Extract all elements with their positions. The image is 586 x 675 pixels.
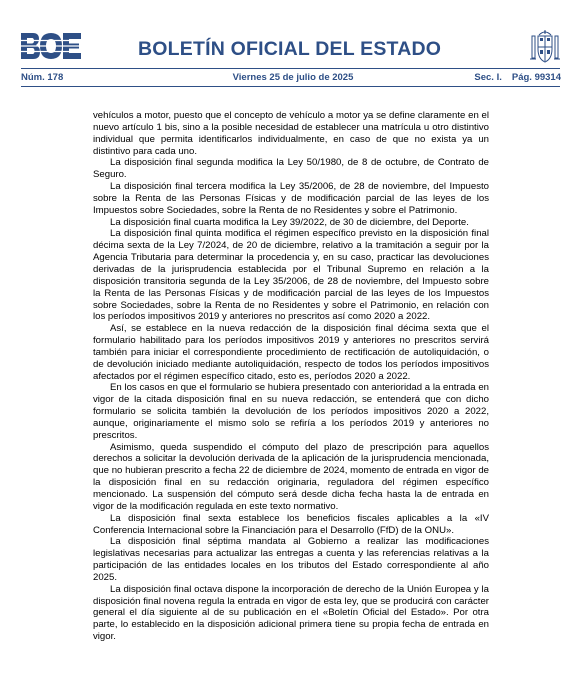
- publication-title: BOLETÍN OFICIAL DEL ESTADO: [138, 38, 442, 60]
- header-bottom-rule: [21, 86, 560, 87]
- paragraph: La disposición final cuarta modifica la Ley 39/2022, de 30 de diciembre, del Deporte.: [110, 216, 469, 228]
- page-number: Pág. 99314: [511, 72, 561, 83]
- paragraph: La disposición final séptima mandata al Gobierno a realizar las modificaciones legislativas necesarias para actualizar las entregas a cuenta y las referencias relativas a la participación de las entidades locales en los tributos del Estado correspondiente al año 2025.: [93, 536, 489, 583]
- paragraph: La disposición final octava dispone la incorporación de derecho de la Unión Europea y la disposición final novena regula la entrada en vigor de esta ley, que se producirá con carácter general el día siguiente al de su publicación en el «Boletín Oficial del Estado». Por otra parte, lo establecido en la disposición adicional primera tiene su propia fecha de entrada en vigor.: [93, 583, 489, 643]
- section-label: Sec. I.: [474, 72, 502, 83]
- paragraph: Así, se establece en la nueva redacción de la disposición final décima sexta que el formulario habilitado para los períodos impositivos 2019 y anteriores no prescritos servirá también para iniciar el correspondiente procedimiento de rectificación de autoliquidación, o de devolución iniciado mediante autoliquidación, respecto de todos los períodos impositivos afectados por el régimen específico citado, esto es, períodos 2020 a 2022.: [93, 323, 489, 382]
- paragraph: La disposición final quinta modifica el régimen específico previsto en la disposición final décima sexta de la Ley 7/2024, de 20 de diciembre, relativo a la tramitación a seguir por la Agencia Tributaria para determinar la procedencia y, en su caso, practicar las devoluciones derivadas de la jurisprudencia establecida por el Tribunal Supremo en relación a la disposición transitoria segunda de la Ley 35/2006, de 28 de noviembre, del Impuesto sobre la Renta de las Personas Físicas y de modificación parcial de las leyes de los Impuestos sobre Sociedades, sobre la Renta de no Residentes y sobre el Patrimonio, en relación con los períodos impositivos 2019 y anteriores no prescritos así como 2020 a 2022.: [93, 228, 489, 323]
- header-top-rule: [21, 68, 560, 69]
- section-and-page: [464, 72, 561, 83]
- coat-of-arms-icon: [528, 29, 562, 65]
- paragraph: vehículos a motor, puesto que el concepto de vehículo a motor ya se define claramente en el nuevo artículo 1 bis, sino a la posible necesidad de establecer una matrícula u otro distintivo individual que permita identificarlos individualmente, en caso de que no exista ya un distintivo para cada uno.: [93, 110, 489, 157]
- document-body: [93, 110, 489, 643]
- boe-logo: [21, 33, 81, 59]
- page-header: [0, 0, 586, 92]
- paragraph: En los casos en que el formulario se hubiera presentado con anterioridad a la entrada en vigor de la citada disposición final en su nueva redacción, se entenderá que con dicho formulario se solicita también la devolución de los períodos impositivos 2020 a 2022, aunque, originariamente el mismo solo se refiría a los períodos 2019 y anteriores no prescritos.: [93, 382, 489, 441]
- issue-date: Viernes 25 de julio de 2025: [232, 72, 354, 83]
- paragraph: La disposición final tercera modifica la Ley 35/2006, de 28 de noviembre, del Impuesto sobre la Renta de las Personas Físicas y de modificación parcial de las leyes de los Impuestos sobre Sociedades, sobre la Renta de no Residentes y sobre el Patrimonio.: [93, 181, 489, 216]
- paragraph: La disposición final segunda modifica la Ley 50/1980, de 8 de octubre, de Contrato de Seguro.: [93, 157, 489, 181]
- paragraph: La disposición final sexta establece los beneficios fiscales aplicables a la «IV Conferencia Internacional sobre la Financiación para el Desarrollo (FfD) de la ONU».: [93, 512, 489, 536]
- issue-number: Núm. 178: [21, 72, 64, 83]
- paragraph: Asimismo, queda suspendido el cómputo del plazo de prescripción para aquellos derechos a solicitar la devolución derivada de la aplicación de la jurisprudencia mencionada, que no hubieran prescrito a fecha 22 de diciembre de 2024, momento de entrada en vigor de la disposición final en su redacción originaria, reguladora del régimen específico mencionado. La suspensión del cómputo será desde dicha fecha hasta la de entrada en vigor de la modificación regulada en este texto normativo.: [93, 441, 489, 512]
